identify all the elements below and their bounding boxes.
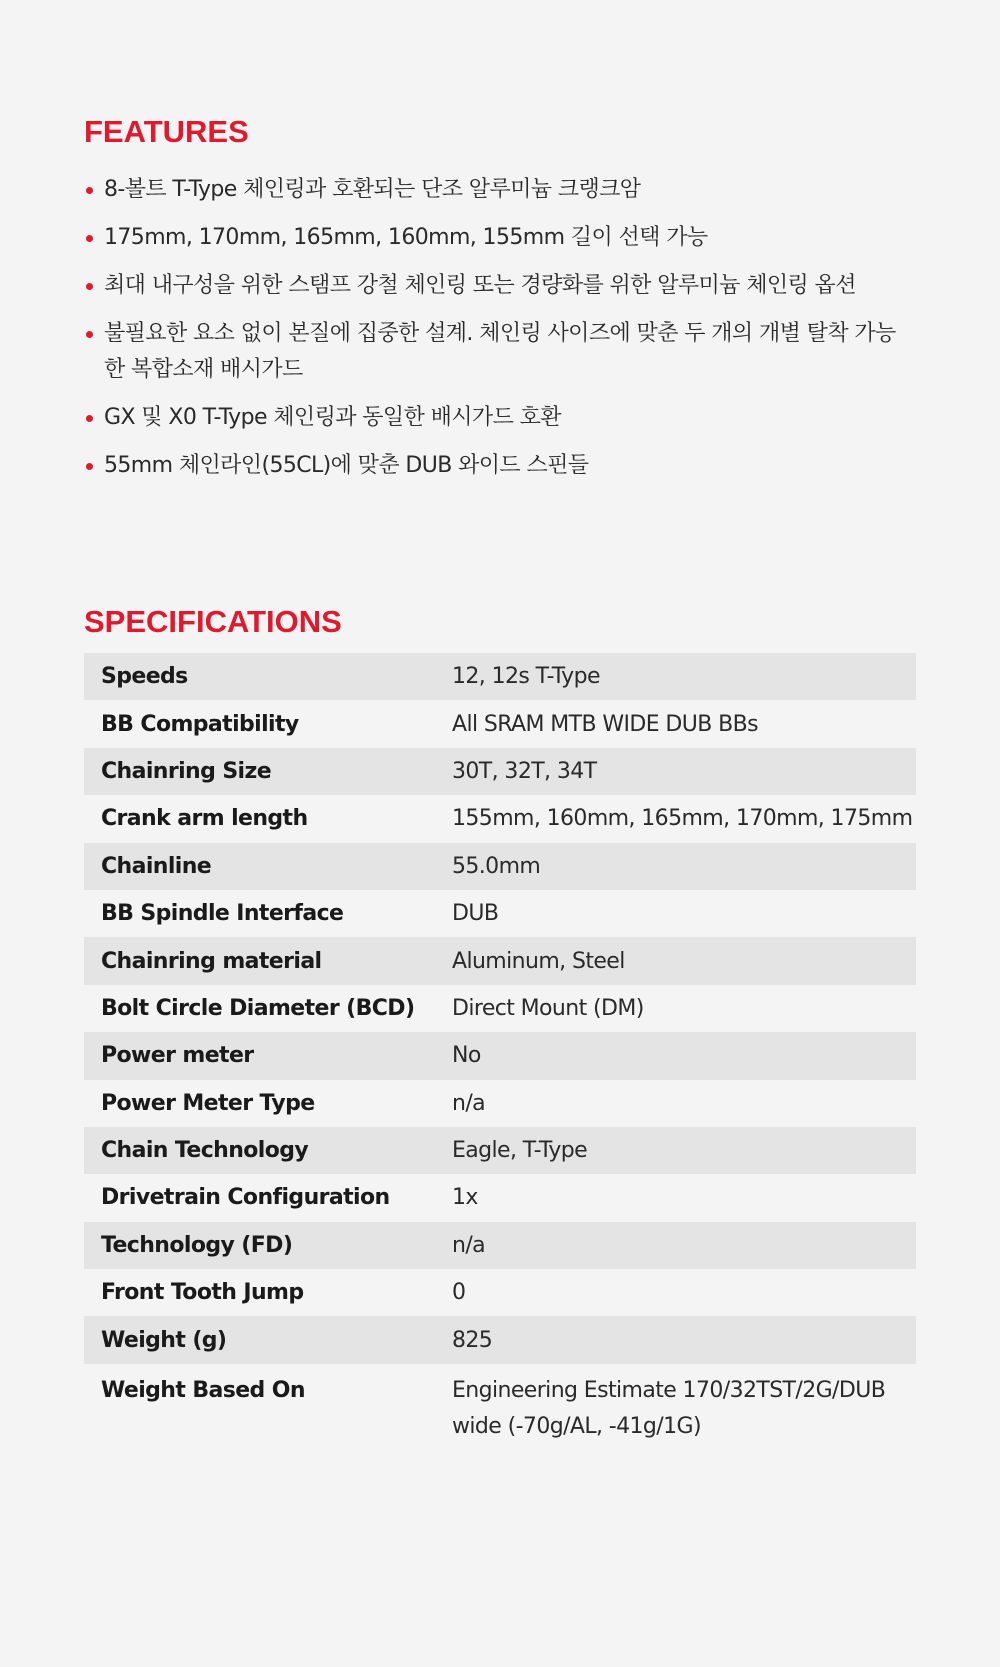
feature-item — [84, 400, 916, 436]
feature-item — [84, 268, 916, 304]
spec-label: BB Spindle Interface — [84, 890, 435, 937]
bullet-dot-icon — [86, 463, 93, 470]
spec-value: 30T, 32T, 34T — [435, 748, 916, 795]
spec-label: Weight Based On — [84, 1364, 435, 1455]
specifications-heading: SPECIFICATIONS — [84, 604, 342, 639]
spec-value: 825 — [435, 1316, 916, 1363]
spec-label: Chainring Size — [84, 748, 435, 795]
table-row — [84, 653, 916, 700]
spec-label: Technology (FD) — [84, 1222, 435, 1269]
spec-value: No — [435, 1032, 916, 1079]
table-row — [84, 1032, 916, 1079]
spec-value: 55.0mm — [435, 843, 916, 890]
spec-value: Aluminum, Steel — [435, 937, 916, 984]
spec-label: Speeds — [84, 653, 435, 700]
spec-value: All SRAM MTB WIDE DUB BBs — [435, 700, 916, 747]
spec-label: Bolt Circle Diameter (BCD) — [84, 985, 435, 1032]
table-row — [84, 937, 916, 984]
specifications-table — [84, 653, 916, 1455]
spec-value: 0 — [435, 1269, 916, 1316]
bullet-dot-icon — [86, 235, 93, 242]
table-row — [84, 700, 916, 747]
feature-text: GX 및 X0 T-Type 체인링과 동일한 배시가드 호환 — [104, 405, 561, 430]
table-row — [84, 890, 916, 937]
spec-label: Chain Technology — [84, 1127, 435, 1174]
spec-label: BB Compatibility — [84, 700, 435, 747]
bullet-dot-icon — [86, 283, 93, 290]
feature-text: 55mm 체인라인(55CL)에 맞춘 DUB 와이드 스핀들 — [104, 453, 589, 478]
table-row — [84, 1127, 916, 1174]
spec-value: DUB — [435, 890, 916, 937]
feature-text: 불필요한 요소 없이 본질에 집중한 설계. 체인링 사이즈에 맞춘 두 개의 개별 탈착 가능한 복합소재 배시가드 — [104, 321, 896, 382]
feature-item — [84, 448, 916, 484]
spec-label: Power meter — [84, 1032, 435, 1079]
spec-value: Direct Mount (DM) — [435, 985, 916, 1032]
table-row — [84, 795, 916, 842]
feature-text: 8-볼트 T-Type 체인링과 호환되는 단조 알루미늄 크랭크암 — [104, 177, 641, 202]
table-row — [84, 748, 916, 795]
spec-value: Engineering Estimate 170/32TST/2G/DUB wide (-70g/AL, -41g/1G) — [435, 1364, 916, 1455]
table-row — [84, 1364, 916, 1455]
table-row — [84, 1269, 916, 1316]
spec-value: n/a — [435, 1080, 916, 1127]
bullet-dot-icon — [86, 331, 93, 338]
spec-value: 155mm, 160mm, 165mm, 170mm, 175mm — [435, 795, 916, 842]
bullet-dot-icon — [86, 415, 93, 422]
spec-value: Eagle, T-Type — [435, 1127, 916, 1174]
feature-item — [84, 316, 916, 388]
feature-text: 175mm, 170mm, 165mm, 160mm, 155mm 길이 선택 가능 — [104, 225, 708, 250]
table-row — [84, 985, 916, 1032]
spec-label: Chainline — [84, 843, 435, 890]
spec-label: Crank arm length — [84, 795, 435, 842]
features-heading: FEATURES — [84, 114, 249, 149]
spec-value: n/a — [435, 1222, 916, 1269]
table-row — [84, 1316, 916, 1363]
spec-value: 1x — [435, 1174, 916, 1221]
table-row — [84, 1174, 916, 1221]
table-row — [84, 843, 916, 890]
feature-text: 최대 내구성을 위한 스탬프 강철 체인링 또는 경량화를 위한 알루미늄 체인링 옵션 — [104, 273, 856, 298]
spec-value: 12, 12s T-Type — [435, 653, 916, 700]
spec-label: Power Meter Type — [84, 1080, 435, 1127]
spec-label: Chainring material — [84, 937, 435, 984]
spec-label: Weight (g) — [84, 1316, 435, 1363]
feature-item — [84, 172, 916, 208]
features-list — [84, 172, 916, 496]
spec-label: Drivetrain Configuration — [84, 1174, 435, 1221]
spec-label: Front Tooth Jump — [84, 1269, 435, 1316]
table-row — [84, 1080, 916, 1127]
feature-item — [84, 220, 916, 256]
bullet-dot-icon — [86, 187, 93, 194]
table-row — [84, 1222, 916, 1269]
